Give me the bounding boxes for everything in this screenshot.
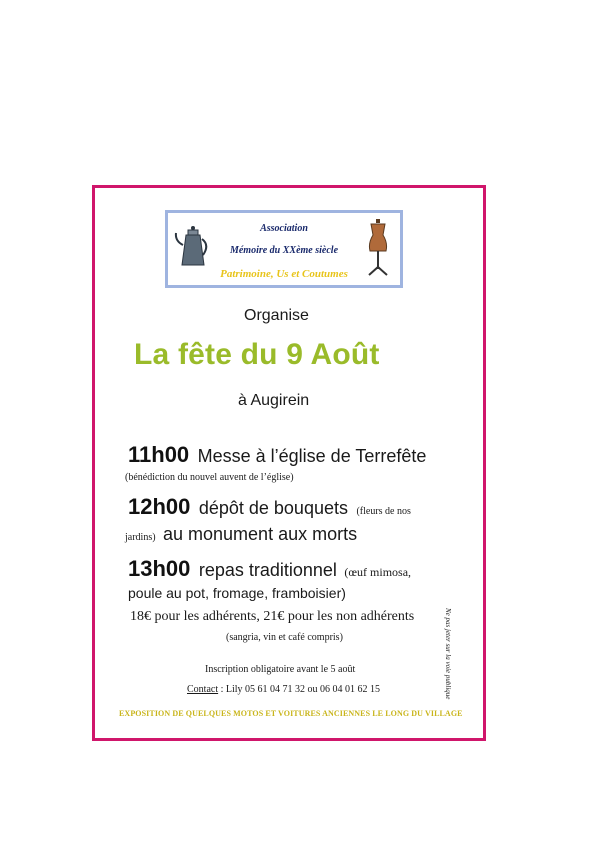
expo-text: EXPOSITION DE QUELQUES MOTOS ET VOITURES ANCIENNES LE LONG DU VILLAGE bbox=[119, 709, 463, 718]
event-time: 11h00 bbox=[128, 442, 190, 467]
banner-line-association: Association bbox=[260, 223, 308, 234]
dress-mannequin-icon bbox=[364, 219, 392, 277]
event-text: dépôt de bouquets bbox=[198, 498, 348, 518]
event-note: (fleurs de nos bbox=[356, 506, 411, 517]
contact-value: : Lily 05 61 04 71 32 ou 06 04 01 62 15 bbox=[220, 684, 381, 695]
price-note: (sangria, vin et café compris) bbox=[226, 632, 343, 643]
place-text: à Augirein bbox=[238, 392, 310, 409]
event-note: (œuf mimosa, bbox=[344, 565, 412, 579]
coffee-pot-icon bbox=[174, 221, 212, 269]
association-banner bbox=[165, 210, 403, 288]
vertical-note: Ne pas jeter sur la voie publique bbox=[444, 608, 452, 700]
event-13h00-line2: poule au pot, fromage, framboisier) bbox=[128, 585, 346, 601]
event-text: Messe à l’église de Terrefête bbox=[197, 446, 427, 466]
contact-line bbox=[187, 684, 380, 695]
event-12h00 bbox=[128, 494, 411, 520]
event-note: jardins) bbox=[125, 532, 156, 543]
inscription-text: Inscription obligatoire avant le 5 août bbox=[205, 664, 356, 675]
banner-line-memoire: Mémoire du XXème siècle bbox=[229, 245, 339, 256]
contact-label: Contact bbox=[187, 684, 219, 695]
event-13h00 bbox=[128, 556, 411, 582]
banner-line-patrimoine: Patrimoine, Us et Coutumes bbox=[220, 268, 348, 280]
event-time: 13h00 bbox=[128, 556, 191, 581]
event-12h00-line2 bbox=[125, 524, 357, 545]
event-note: (bénédiction du nouvel auvent de l’église) bbox=[125, 472, 294, 483]
organise-text: Organise bbox=[244, 307, 309, 324]
event-text: repas traditionnel bbox=[198, 560, 337, 580]
price-text: 18€ pour les adhérents, 21€ pour les non adhérents bbox=[130, 609, 415, 624]
event-text: au monument aux morts bbox=[163, 524, 358, 544]
page-title: La fête du 9 Août bbox=[134, 338, 380, 371]
event-11h00 bbox=[128, 442, 426, 468]
event-time: 12h00 bbox=[128, 494, 191, 519]
